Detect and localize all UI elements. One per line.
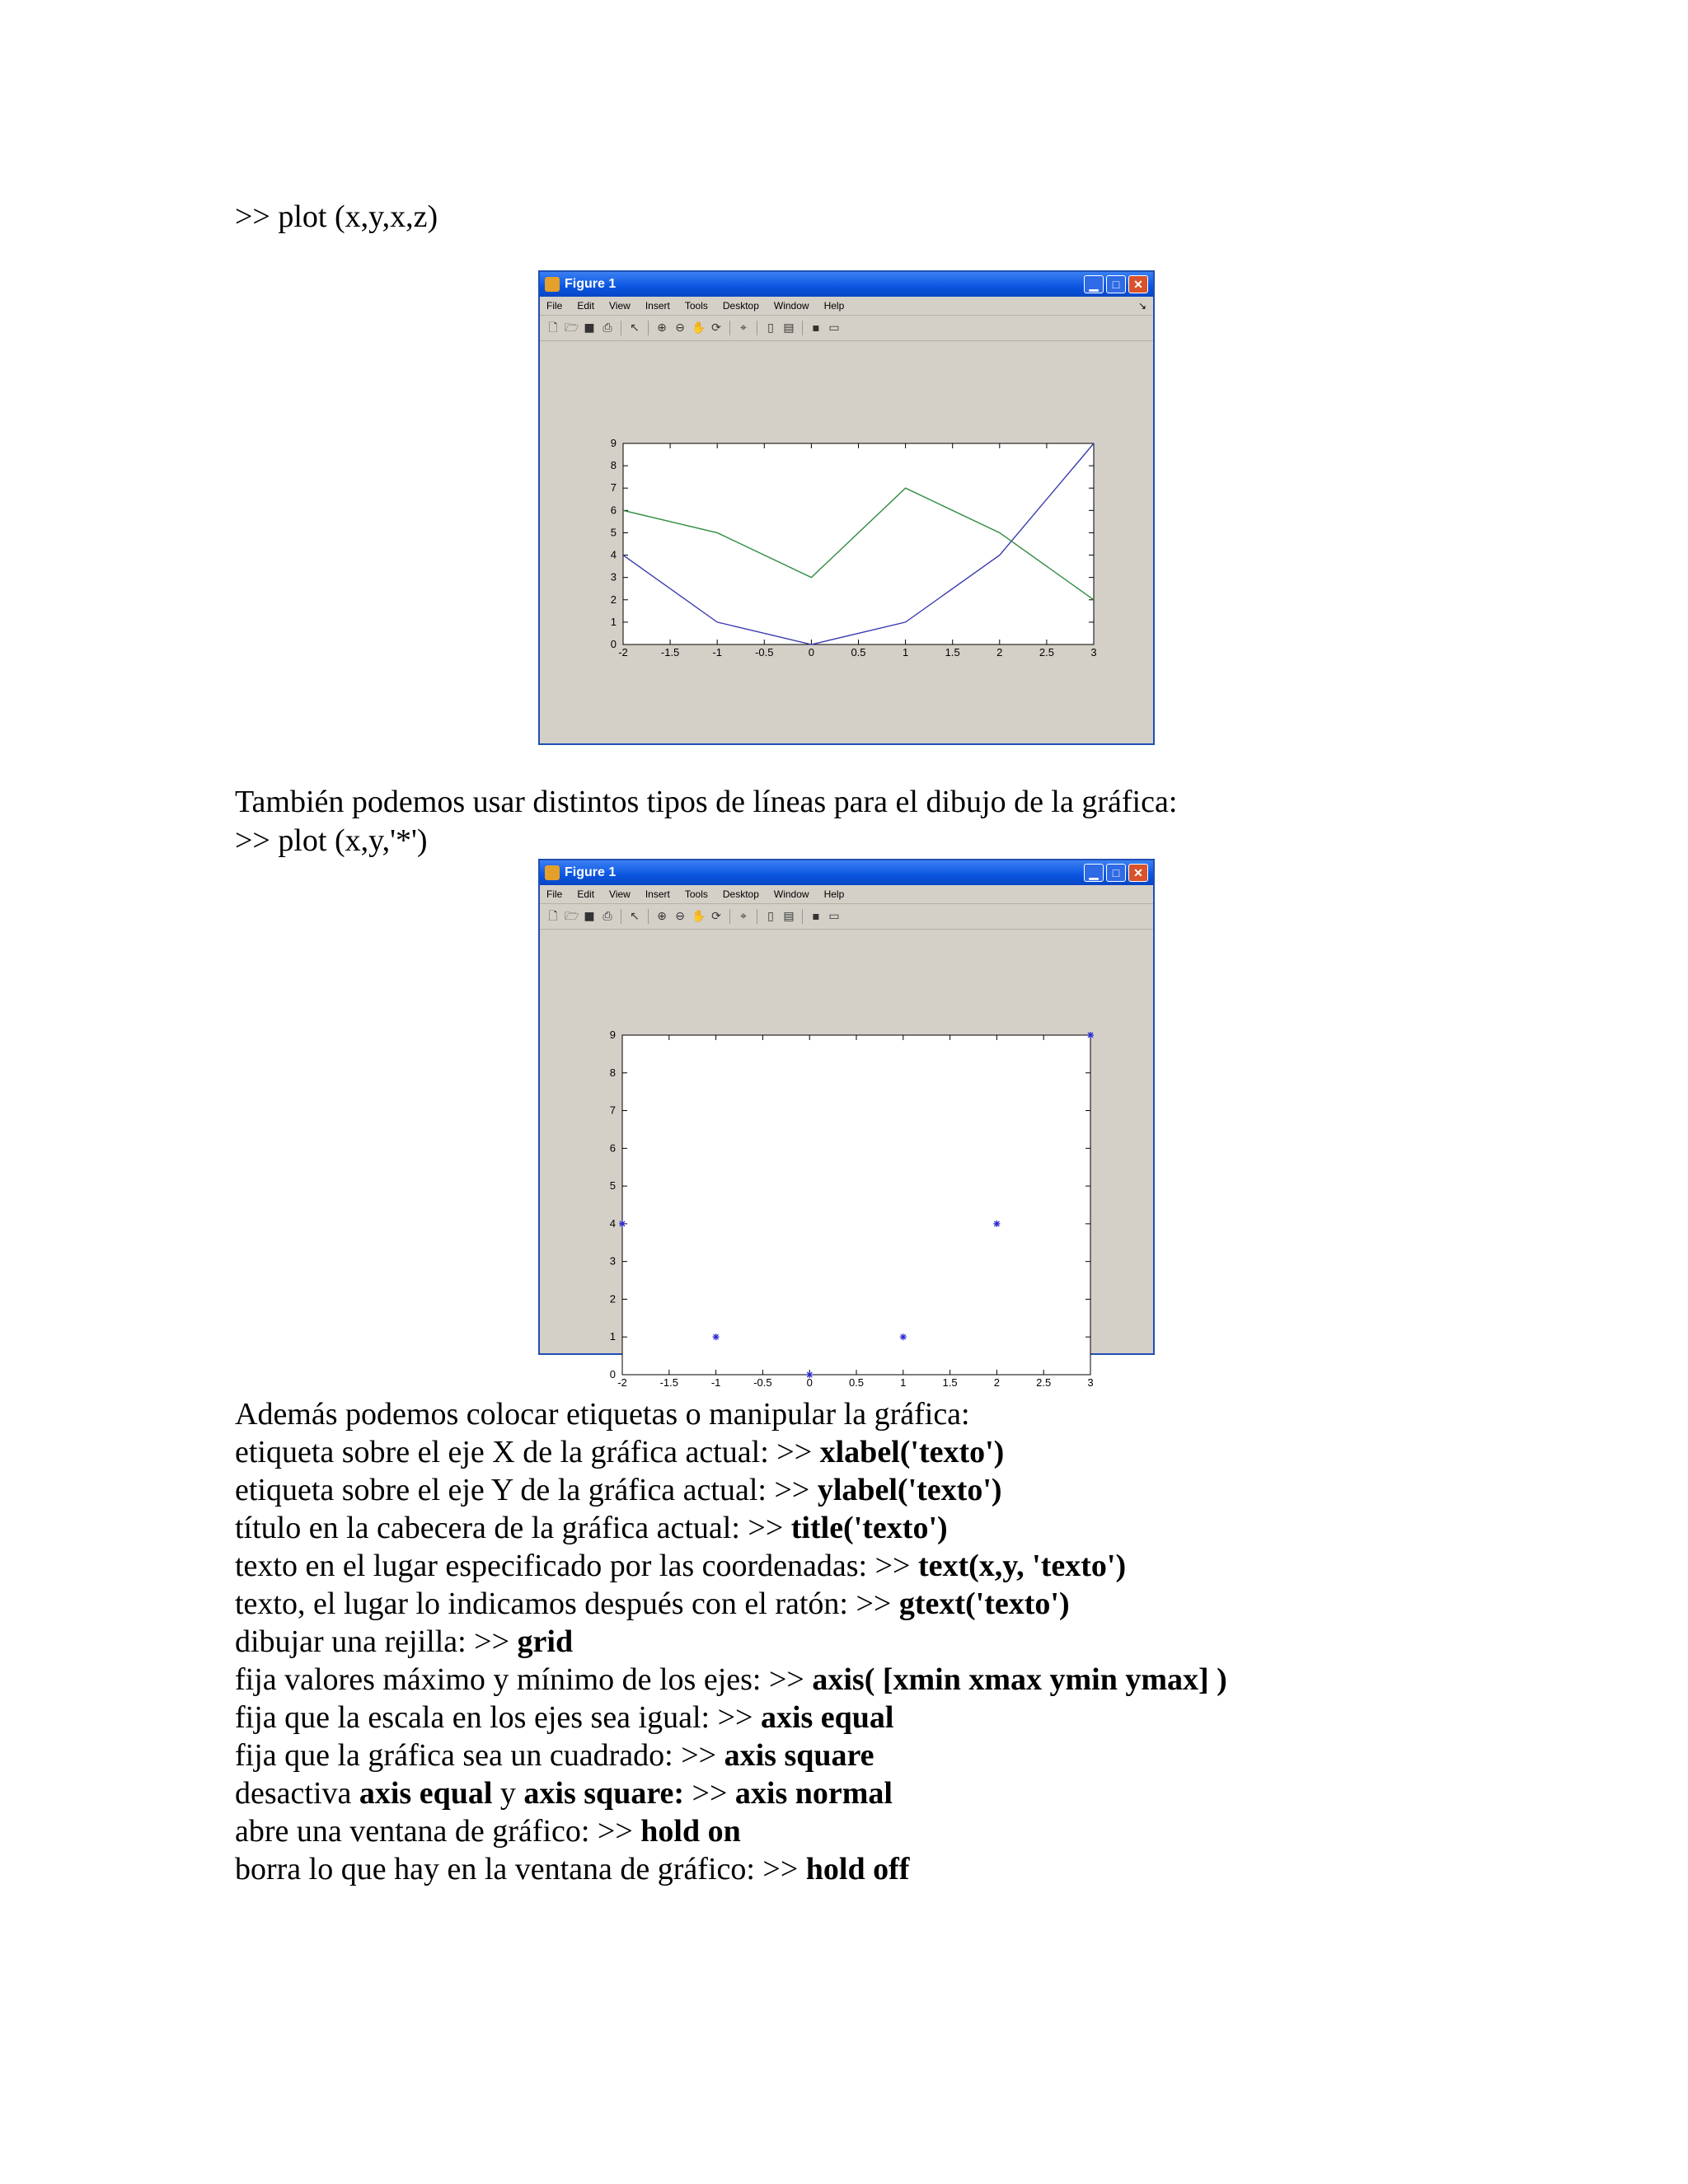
item-axis-square	[235, 1736, 874, 1774]
save-icon[interactable]: ■	[584, 321, 595, 335]
figure-title: Figure 1	[565, 277, 617, 291]
item-command: ylabel('texto')	[817, 1473, 1002, 1507]
item-desc: abre una ventana de gráfico: >>	[235, 1814, 641, 1849]
zoom-out-icon[interactable]: ⊖	[675, 910, 685, 923]
line-chart	[540, 341, 1153, 743]
data-cursor-icon[interactable]: ⌖	[740, 910, 747, 923]
item-command: grid	[517, 1624, 574, 1659]
data-point-star	[619, 1221, 626, 1227]
rotate-3d-icon[interactable]: ⟳	[711, 321, 721, 335]
maximize-button[interactable]: □	[1106, 864, 1126, 882]
x-tick-label: -2	[618, 646, 628, 658]
y-tick-label: 2	[609, 1292, 616, 1305]
intro-line-types: También podemos usar distintos tipos de líneas para el dibujo de la gráfica:	[235, 785, 1178, 819]
y-tick-label: 3	[610, 570, 617, 583]
save-icon[interactable]: ■	[584, 910, 595, 923]
deactivate-cmd-square: axis square:	[523, 1776, 685, 1811]
new-figure-icon[interactable]: 🗋	[548, 910, 558, 923]
x-tick-label: -1.5	[660, 646, 680, 658]
menu-desktop[interactable]: Desktop	[722, 300, 759, 312]
x-tick-label: -0.5	[755, 646, 774, 658]
x-tick-label: 1.5	[942, 1376, 958, 1389]
item-desc: etiqueta sobre el eje Y de la gráfica actual: >>	[235, 1473, 818, 1507]
pan-hand-icon[interactable]: ✋	[692, 321, 706, 335]
close-button[interactable]: ✕	[1128, 864, 1148, 882]
figure-toolbar	[540, 316, 1153, 341]
axes-box	[622, 1035, 1090, 1375]
item-desc: borra lo que hay en la ventana de gráfico: >>	[235, 1852, 806, 1886]
open-file-icon[interactable]: 🗁	[565, 321, 579, 335]
item-command: gtext('texto')	[898, 1586, 1070, 1621]
deactivate-pre: desactiva	[235, 1776, 359, 1811]
colorbar-icon[interactable]: ▯	[767, 910, 774, 923]
matlab-icon	[545, 277, 560, 292]
item-hold-off	[235, 1850, 909, 1888]
close-button[interactable]: ✕	[1128, 275, 1148, 293]
item-text	[235, 1547, 1126, 1585]
hide-plot-tools-icon[interactable]: ▪	[812, 910, 820, 923]
rotate-3d-icon[interactable]: ⟳	[711, 910, 721, 923]
figure-window-2	[538, 859, 1155, 1389]
menu-file[interactable]: File	[546, 300, 563, 312]
y-tick-label: 4	[609, 1216, 616, 1230]
item-command: hold off	[805, 1852, 910, 1886]
item-command: xlabel('texto')	[819, 1435, 1005, 1469]
menu-view[interactable]: View	[609, 888, 631, 900]
menu-dock-arrow-icon[interactable]: ↘	[1137, 300, 1146, 312]
item-command: hold on	[640, 1814, 741, 1849]
figure-toolbar	[540, 904, 1153, 930]
menu-tools[interactable]: Tools	[684, 300, 708, 312]
open-file-icon[interactable]: 🗁	[565, 910, 579, 923]
y-tick-label: 9	[609, 1029, 616, 1041]
data-point-star	[1087, 1032, 1094, 1038]
item-ylabel	[235, 1471, 1002, 1509]
item-desc: etiqueta sobre el eje X de la gráfica actual: >>	[235, 1435, 820, 1469]
menu-window[interactable]: Window	[773, 300, 809, 312]
y-tick-label: 0	[609, 1368, 616, 1380]
toolbar-separator	[729, 909, 730, 924]
show-plot-tools-icon[interactable]: ▭	[828, 321, 840, 335]
intro-labels: Además podemos colocar etiquetas o manipular la gráfica:	[235, 1397, 970, 1432]
y-tick-label: 0	[610, 638, 617, 650]
x-tick-label: 3	[1087, 1376, 1094, 1389]
y-tick-label: 5	[609, 1179, 616, 1193]
data-point-star	[713, 1333, 720, 1340]
matlab-icon	[545, 865, 560, 880]
figure-title-bar	[540, 272, 1153, 297]
x-tick-label: -1.5	[659, 1376, 679, 1389]
y-tick-label: 6	[610, 504, 617, 517]
toolbar-separator	[648, 909, 649, 924]
new-figure-icon[interactable]: 🗋	[548, 321, 558, 335]
edit-plot-arrow-icon[interactable]: ↖	[630, 910, 640, 923]
toolbar-separator	[802, 909, 803, 924]
deactivate-prompt: >>	[684, 1776, 735, 1811]
toolbar-separator	[729, 321, 730, 335]
y-tick-label: 3	[609, 1254, 616, 1268]
zoom-in-icon[interactable]: ⊕	[657, 321, 667, 335]
x-tick-label: 1	[900, 1376, 907, 1389]
data-point-star	[900, 1333, 907, 1340]
item-title	[235, 1509, 948, 1547]
x-tick-label: 3	[1090, 646, 1097, 658]
y-tick-label: 9	[610, 437, 617, 449]
item-grid	[235, 1623, 573, 1661]
item-desc: texto en el lugar especificado por las coordenadas: >>	[235, 1549, 918, 1583]
item-desc: fija que la escala en los ejes sea igual: >>	[235, 1700, 761, 1735]
item-gtext	[235, 1585, 1070, 1623]
deactivate-cmd-normal: axis normal	[734, 1776, 893, 1811]
menu-file[interactable]: File	[546, 888, 563, 900]
edit-plot-arrow-icon[interactable]: ↖	[630, 321, 640, 335]
minimize-button[interactable]: ▁	[1084, 275, 1104, 293]
deactivate-mid: y	[492, 1776, 524, 1811]
legend-icon[interactable]: ▤	[783, 910, 795, 923]
x-tick-label: 2.5	[1039, 646, 1054, 658]
item-desc: dibujar una rejilla: >>	[235, 1624, 518, 1659]
print-icon[interactable]: ⎙	[603, 321, 612, 335]
scatter-chart	[540, 930, 1153, 1389]
plot-area	[540, 930, 1153, 1389]
hide-plot-tools-icon[interactable]: ▪	[812, 321, 820, 335]
pan-hand-icon[interactable]: ✋	[692, 910, 706, 923]
item-desc: texto, el lugar lo indicamos después con el ratón: >>	[235, 1586, 899, 1621]
menu-window[interactable]: Window	[773, 888, 809, 900]
item-command: title('texto')	[790, 1511, 948, 1545]
x-tick-label: -0.5	[753, 1376, 772, 1389]
figure-menu-bar	[540, 885, 1153, 904]
x-tick-label: 2	[996, 646, 1003, 658]
x-tick-label: -1	[712, 646, 722, 658]
command-plot-two-series: >> plot (x,y,x,z)	[235, 199, 438, 234]
deactivate-cmd-equal: axis equal	[359, 1776, 493, 1811]
item-hold-on	[235, 1812, 741, 1850]
item-desc: fija que la gráfica sea un cuadrado: >>	[235, 1738, 724, 1773]
data-point-star	[806, 1371, 813, 1378]
x-tick-label: 0.5	[851, 646, 866, 658]
maximize-button[interactable]: □	[1106, 275, 1126, 293]
y-tick-label: 1	[609, 1330, 616, 1343]
figure-window-1	[538, 270, 1155, 745]
y-tick-label: 4	[610, 548, 617, 561]
print-icon[interactable]: ⎙	[603, 910, 612, 923]
item-desc: título en la cabecera de la gráfica actual: >>	[235, 1511, 791, 1545]
x-tick-label: 2.5	[1036, 1376, 1052, 1389]
figure-menu-bar	[540, 297, 1153, 316]
figure-title-bar	[540, 860, 1153, 885]
figure-title: Figure 1	[565, 865, 617, 879]
menu-desktop[interactable]: Desktop	[722, 888, 759, 900]
y-tick-label: 2	[610, 593, 617, 606]
legend-icon[interactable]: ▤	[783, 321, 795, 335]
menu-edit[interactable]: Edit	[577, 888, 595, 900]
y-tick-label: 1	[610, 615, 617, 628]
x-tick-label: 0	[806, 1376, 813, 1389]
menu-edit[interactable]: Edit	[577, 300, 595, 312]
axes-box	[623, 443, 1094, 644]
toolbar-separator	[648, 321, 649, 335]
item-desc: fija valores máximo y mínimo de los ejes: >>	[235, 1662, 813, 1697]
x-tick-label: -1	[710, 1376, 721, 1389]
menu-insert[interactable]: Insert	[645, 888, 670, 900]
y-tick-label: 6	[609, 1141, 616, 1155]
plot-area	[540, 341, 1153, 748]
menu-help[interactable]: Help	[823, 888, 845, 900]
zoom-in-icon[interactable]: ⊕	[657, 910, 667, 923]
colorbar-icon[interactable]: ▯	[767, 321, 774, 335]
item-command: text(x,y, 'texto')	[917, 1549, 1127, 1583]
y-tick-label: 7	[610, 481, 617, 494]
minimize-button[interactable]: ▁	[1084, 864, 1104, 882]
menu-view[interactable]: View	[609, 300, 631, 312]
item-axis-equal	[235, 1699, 894, 1736]
y-tick-label: 5	[610, 526, 617, 539]
y-tick-label: 7	[609, 1104, 616, 1117]
item-xlabel	[235, 1433, 1004, 1471]
toolbar-separator	[802, 321, 803, 335]
menu-tools[interactable]: Tools	[684, 888, 708, 900]
menu-help[interactable]: Help	[823, 300, 845, 312]
x-tick-label: 0.5	[848, 1376, 865, 1389]
data-cursor-icon[interactable]: ⌖	[740, 321, 747, 335]
x-tick-label: 0	[808, 646, 815, 658]
data-point-star	[993, 1221, 1000, 1227]
command-plot-star: >> plot (x,y,'*')	[235, 823, 428, 858]
y-tick-label: 8	[610, 459, 617, 472]
x-tick-label: 1	[902, 646, 909, 658]
show-plot-tools-icon[interactable]: ▭	[828, 910, 840, 923]
x-tick-label: 2	[993, 1376, 1001, 1389]
item-command: axis equal	[760, 1700, 894, 1735]
x-tick-label: 1.5	[945, 646, 960, 658]
menu-insert[interactable]: Insert	[645, 300, 670, 312]
x-tick-label: -2	[617, 1376, 627, 1389]
item-command: axis( [xmin xmax ymin ymax] )	[812, 1662, 1227, 1697]
item-axis-normal	[235, 1774, 893, 1812]
item-command: axis square	[724, 1738, 874, 1773]
item-axis-limits	[235, 1661, 1227, 1699]
y-tick-label: 8	[609, 1066, 616, 1079]
zoom-out-icon[interactable]: ⊖	[675, 321, 685, 335]
